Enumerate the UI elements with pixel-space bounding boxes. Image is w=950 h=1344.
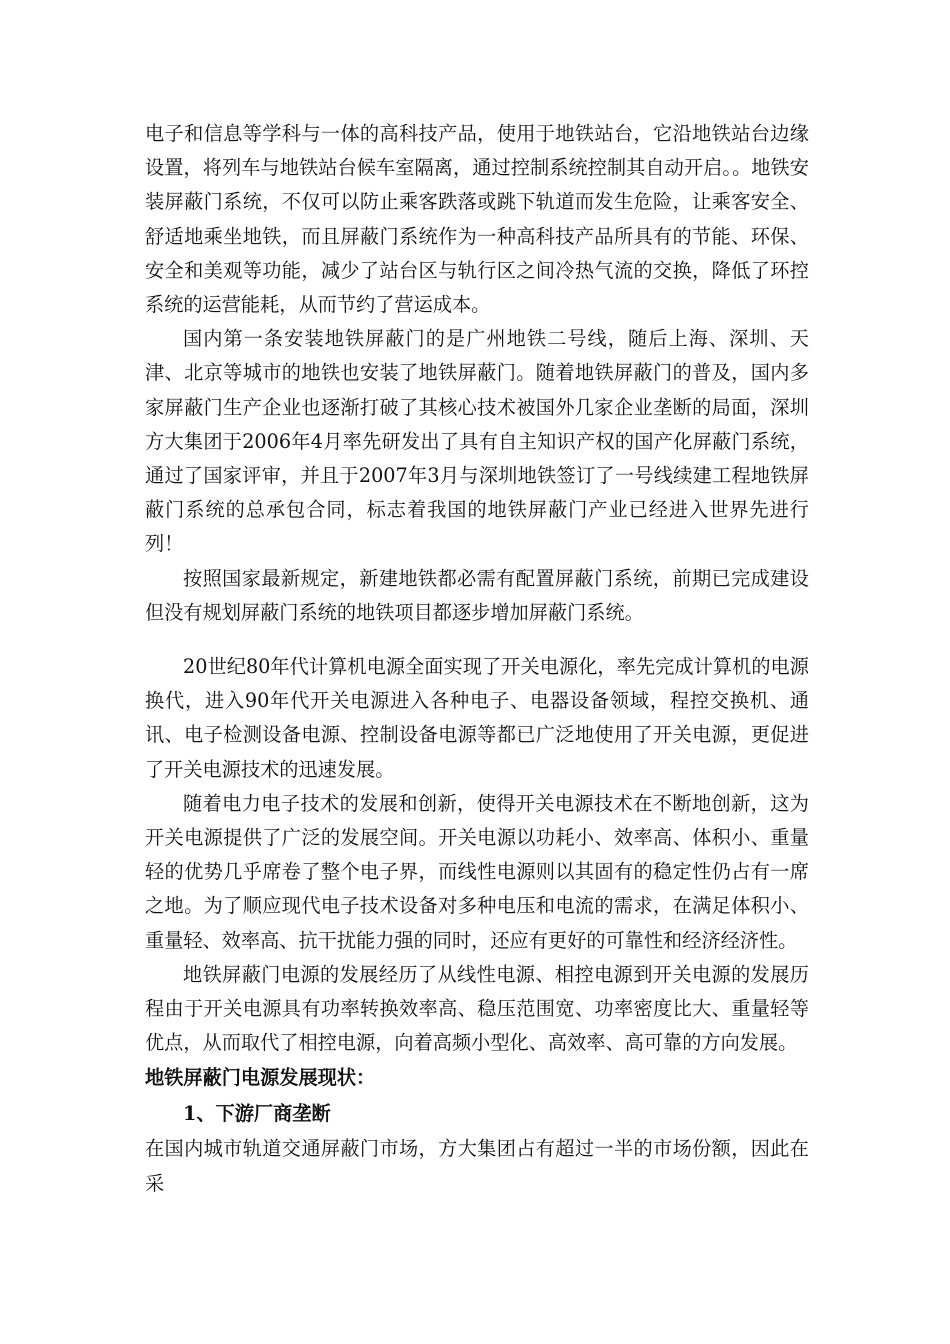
paragraph-domestic-history: 国内第一条安装地铁屏蔽门的是广州地铁二号线，随后上海、深圳、天津、北京等城市的地铁也安装了地铁屏蔽门。随着地铁屏蔽门的普及，国内多家屏蔽门生产企业也逐渐打破了其核心技术被国外几家企业垄断的局面，深圳方大集团于2006年4月率先研发出了具有自主知识产权的国产化屏蔽门系统，通过了国家评审，并且于2007年3月与深圳地铁签订了一号线续建工程地铁屏蔽门系统的总承包合同，标志着我国的地铁屏蔽门产业已经进入世界先进行列！: [145, 327, 809, 556]
paragraph-national-regulation: 按照国家最新规定，新建地铁都必需有配置屏蔽门系统，前期已完成建设但没有规划屏蔽门系统的地铁项目都逐步增加屏蔽门系统。: [145, 566, 809, 624]
paragraph-gap: [145, 630, 809, 650]
paragraph-power-electronics-innovation: 随着电力电子技术的发展和创新，使得开关电源技术在不断地创新，这为开关电源提供了广泛的发展空间。开关电源以功耗小、效率高、体积小、重量轻的优势几乎席卷了整个电子界，而线性电源则以其固有的稳定性仍占有一席之地。为了顺应现代电子技术设备对多种电压和电流的需求，在满足体积小、重量轻、效率高、抗干扰能力强的同时，还应有更好的可靠性和经济经济性。: [145, 791, 809, 952]
paragraph-market-share: 在国内城市轨道交通屏蔽门市场，方大集团占有超过一半的市场份额，因此在采: [145, 1137, 809, 1195]
subsection-heading: 1、下游厂商垄断: [183, 1102, 331, 1126]
document-body: [145, 117, 809, 1201]
paragraph-switching-power-history: 20世纪80年代计算机电源全面实现了开关电源化，率先完成计算机的电源换代，进入90年代开关电源进入各种电子、电器设备领域，程控交换机、通讯、电子检测设备电源、控制设备电源等都已广泛地使用了开关电源，更促进了开关电源技术的迅速发展。: [145, 655, 809, 781]
section-heading: 地铁屏蔽门电源发展现状：: [145, 1066, 376, 1090]
paragraph-power-development-course: 地铁屏蔽门电源的发展经历了从线性电源、相控电源到开关电源的发展历程由于开关电源具有功率转换效率高、稳压范围宽、功率密度比大、重量轻等优点，从而取代了相控电源，向着高频小型化、高效率、高可靠的方向发展。: [145, 962, 809, 1055]
paragraph-platform-screen-door-intro: 电子和信息等学科与一体的高科技产品，使用于地铁站台，它沿地铁站台边缘设置，将列车与地铁站台候车室隔离，通过控制系统控制其自动开启。。地铁安装屏蔽门系统，不仅可以防止乘客跌落或跳下轨道而发生危险，让乘客安全、舒适地乘坐地铁，而且屏蔽门系统作为一种高科技产品所具有的节能、环保、安全和美观等功能，减少了站台区与轨行区之间冷热气流的交换，降低了环控系统的运营能耗，从而节约了营运成本。: [145, 122, 809, 317]
